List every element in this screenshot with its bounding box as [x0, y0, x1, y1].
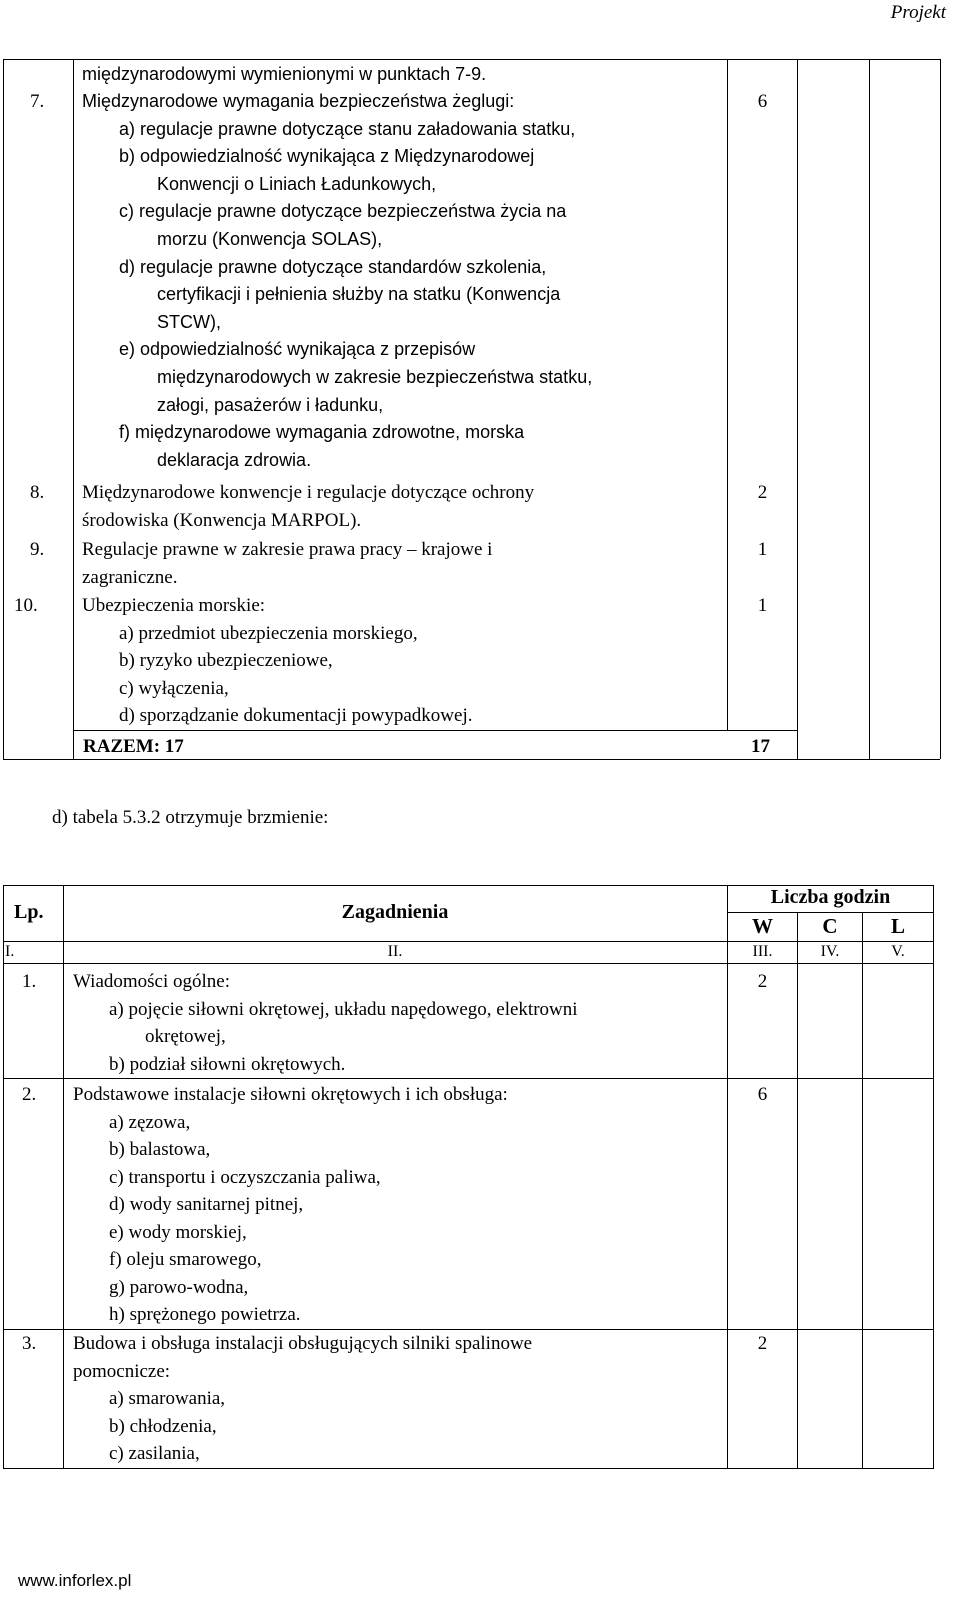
- total-value: 17: [751, 736, 770, 757]
- footer-url[interactable]: www.inforlex.pl: [18, 1571, 132, 1590]
- roman-2: II.: [387, 943, 403, 960]
- row-text-line: pomocnicze:: [73, 1360, 171, 1382]
- row-hours: 2: [757, 482, 768, 503]
- row-text-line: b) odpowiedzialność wynikająca z Międzynarodowej: [119, 146, 535, 167]
- row-text-line: Konwencji o Liniach Ładunkowych,: [157, 173, 437, 194]
- row-hours: 6: [757, 91, 768, 112]
- roman-4: IV.: [820, 943, 840, 960]
- row-text-line: e) wody morskiej,: [109, 1221, 247, 1243]
- col-hours: Liczba godzin: [770, 886, 891, 908]
- row-text-line: a) smarowania,: [109, 1388, 226, 1409]
- row-text-line: c) regulacje prawne dotyczące bezpieczeństwa życia na: [119, 201, 567, 222]
- row-number: 2.: [22, 1084, 37, 1105]
- instruction-text: d) tabela 5.3.2 otrzymuje brzmienie:: [52, 807, 329, 828]
- row-hours: 1: [757, 539, 768, 560]
- col-lp: Lp.: [14, 901, 44, 923]
- row-hours: 6: [757, 1084, 768, 1105]
- roman-1: I.: [5, 943, 15, 960]
- row-text-line: a) pojęcie siłowni okrętowej, układu napędowego, elektrowni: [109, 998, 578, 1020]
- roman-3: III.: [752, 943, 773, 960]
- row-text-line: c) wyłączenia,: [119, 677, 229, 699]
- row-text-line: b) balastowa,: [109, 1139, 211, 1160]
- roman-5: V.: [891, 943, 905, 960]
- row-hours: 2: [757, 971, 768, 992]
- row-text-line: Regulacje prawne w zakresie prawa pracy – krajowe i: [82, 539, 493, 560]
- row-text-line: środowiska (Konwencja MARPOL).: [82, 509, 362, 531]
- total-label: RAZEM: 17: [83, 736, 184, 757]
- row-text-line: d) regulacje prawne dotyczące standardów szkolenia,: [119, 256, 547, 277]
- row-text-line: f) oleju smarowego,: [109, 1249, 262, 1270]
- row-text-line: e) odpowiedzialność wynikająca z przepisów: [119, 339, 476, 360]
- row-text-line: f) międzynarodowe wymagania zdrowotne, morska: [119, 422, 525, 443]
- row-text-line: deklaracja zdrowia.: [157, 449, 312, 470]
- row-text-line: g) parowo-wodna,: [109, 1276, 249, 1298]
- row-hours: 1: [757, 595, 768, 616]
- row-number: 10.: [14, 595, 38, 616]
- row-number: 7.: [30, 91, 45, 112]
- row-text-line: h) sprężonego powietrza.: [109, 1304, 301, 1325]
- row-text-line: c) zasilania,: [109, 1443, 200, 1464]
- col-topics: Zagadnienia: [341, 901, 449, 923]
- row-text-line: Międzynarodowe konwencje i regulacje dotyczące ochrony: [82, 482, 535, 503]
- row-number: 1.: [22, 971, 37, 992]
- row-text-line: załogi, pasażerów i ładunku,: [157, 394, 384, 415]
- row-text-line: międzynarodowych w zakresie bezpieczeństwa statku,: [157, 367, 593, 387]
- row-text-line: STCW),: [157, 311, 221, 332]
- row-text-line: Wiadomości ogólne:: [73, 971, 231, 992]
- row-text-line: morzu (Konwencja SOLAS),: [157, 229, 383, 249]
- row-text-line: okrętowej,: [145, 1026, 226, 1047]
- row-text-line: a) regulacje prawne dotyczące stanu załadowania statku,: [119, 118, 576, 139]
- row-number: 8.: [30, 482, 45, 503]
- row-text-line: Budowa i obsługa instalacji obsługujących silniki spalinowe: [73, 1333, 533, 1354]
- row-text-line: zagraniczne.: [82, 566, 178, 588]
- header-label: Projekt: [890, 2, 946, 23]
- row-number: 9.: [30, 539, 45, 560]
- row-text-line: a) zęzowa,: [109, 1111, 191, 1133]
- row-text-line: certyfikacji i pełnienia służby na statku (Konwencja: [157, 284, 561, 305]
- row-text-line: Międzynarodowe wymagania bezpieczeństwa żeglugi:: [82, 91, 515, 111]
- row-text-line: b) podział siłowni okrętowych.: [109, 1053, 346, 1075]
- row-text-line: b) chłodzenia,: [109, 1415, 217, 1437]
- col-l: L: [890, 914, 905, 938]
- row-text-line: d) wody sanitarnej pitnej,: [109, 1194, 304, 1215]
- col-c: C: [822, 914, 838, 938]
- row-text-line: a) przedmiot ubezpieczenia morskiego,: [119, 622, 418, 644]
- row-number: 3.: [22, 1333, 37, 1354]
- intro-line: międzynarodowymi wymienionymi w punktach 7-9.: [82, 64, 487, 84]
- col-w: W: [752, 914, 773, 938]
- row-text-line: b) ryzyko ubezpieczeniowe,: [119, 650, 333, 672]
- row-text-line: d) sporządzanie dokumentacji powypadkowej.: [119, 705, 473, 727]
- row-text-line: Ubezpieczenia morskie:: [82, 595, 266, 616]
- row-hours: 2: [757, 1333, 768, 1354]
- row-text-line: Podstawowe instalacje siłowni okrętowych i ich obsługa:: [73, 1084, 508, 1105]
- row-text-line: c) transportu i oczyszczania paliwa,: [109, 1166, 381, 1188]
